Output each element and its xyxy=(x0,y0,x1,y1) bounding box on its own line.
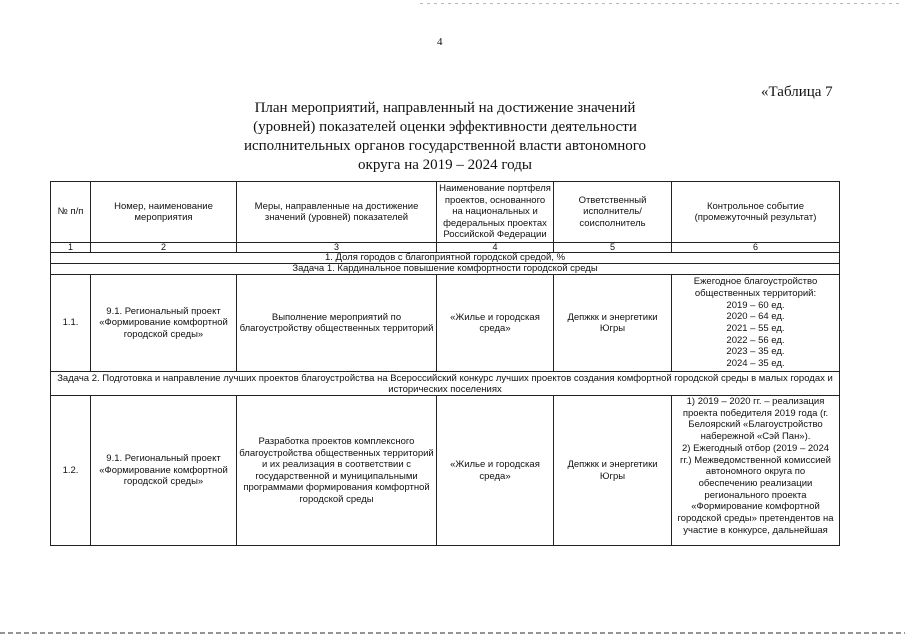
control-event-line: 2024 – 35 ед. xyxy=(726,358,785,370)
control-event-line: 2022 – 56 ед. xyxy=(726,334,785,346)
control-event xyxy=(672,396,840,546)
title-line: округа на 2019 – 2024 годы xyxy=(358,157,532,173)
column-number: 1 xyxy=(51,243,91,253)
task-heading: Задача 2. Подготовка и направление лучших проектов благоустройства на Всероссийский конкурс лучших проектов создания комфортной городской среды в малых городах и исторических поселениях xyxy=(51,372,840,396)
control-event-line: 2020 – 64 ед. xyxy=(726,311,785,323)
row-number: 1.1. xyxy=(51,275,91,372)
task-row xyxy=(51,264,840,275)
control-event-line: 2023 – 35 ед. xyxy=(726,346,785,358)
page-number: 4 xyxy=(437,36,443,48)
header-cell-name: Номер, наименование мероприятия xyxy=(91,182,237,243)
event-responsible: Депжкк и энергетики Югры xyxy=(554,396,672,546)
header-cell-number: № п/п xyxy=(51,182,91,243)
plan-table xyxy=(50,181,840,546)
control-event-line: обеспечению реализации xyxy=(698,477,813,489)
column-number: 3 xyxy=(237,243,437,253)
title-line: исполнительных органов государственной власти автономного xyxy=(243,138,647,154)
document-title xyxy=(220,99,670,175)
control-event-line: «Формирование комфортной xyxy=(691,501,820,513)
control-event-line: общественных территорий: xyxy=(694,287,817,299)
table-row xyxy=(51,275,840,372)
title-line: План мероприятий, направленный на достижение значений xyxy=(254,100,636,116)
section-heading: 1. Доля городов с благоприятной городской средой, % xyxy=(51,253,840,264)
event-portfolio: «Жилье и городская среда» xyxy=(437,396,554,546)
control-event-line: участие в конкурсе, дальнейшая xyxy=(683,524,828,536)
control-event-line: автономного округа по xyxy=(705,466,806,478)
task-row xyxy=(51,372,840,396)
control-event-line: 2021 – 55 ед. xyxy=(726,323,785,334)
control-event-line: Ежегодное благоустройство xyxy=(693,276,818,288)
column-number: 5 xyxy=(554,243,672,253)
control-event-line: проекта победителя 2019 года (г. xyxy=(682,407,829,419)
title-line: (уровней) показателей оценки эффективности деятельности xyxy=(253,119,637,135)
event-name: 9.1. Региональный проект «Формирование комфортной городской среды» xyxy=(91,275,237,372)
scan-edge-top xyxy=(420,3,900,4)
table-label: «Таблица 7 xyxy=(761,84,833,100)
column-number: 6 xyxy=(672,243,840,253)
event-portfolio: «Жилье и городская среда» xyxy=(437,275,554,372)
control-event xyxy=(672,275,840,372)
control-event-line: Белоярский «Благоустройство xyxy=(688,419,823,431)
header-cell-measures: Меры, направленные на достижение значений (уровней) показателей xyxy=(237,182,437,243)
control-event-line: гг.) Межведомственной комиссией xyxy=(680,454,831,466)
header-cell-portfolio: Наименование портфеля проектов, основанного на национальных и федеральных проектах Российской Федерации xyxy=(437,182,554,243)
control-event-line: регионального проекта xyxy=(704,489,807,501)
section-row xyxy=(51,253,840,264)
control-event-line: 2) Ежегодный отбор (2019 – 2024 xyxy=(681,442,830,454)
control-event-line: 2019 – 60 ед. xyxy=(726,299,785,311)
event-responsible: Депжкк и энергетики Югры xyxy=(554,275,672,372)
column-number: 4 xyxy=(437,243,554,253)
column-number: 2 xyxy=(91,243,237,253)
row-number: 1.2. xyxy=(51,396,91,546)
event-measures: Выполнение мероприятий по благоустройству общественных территорий xyxy=(237,275,437,372)
control-event-line: 1) 2019 – 2020 гг. – реализация xyxy=(686,396,825,407)
header-cell-event: Контрольное событие (промежуточный результат) xyxy=(672,182,840,243)
table-row xyxy=(51,396,840,546)
control-event-line: городской среды» претендентов на xyxy=(677,513,834,525)
event-measures: Разработка проектов комплексного благоустройства общественных территорий и их реализация в соответствии с государственной и муниципальными программами формирования комфортной городской среды xyxy=(237,396,437,546)
control-event-line: набережной «Сэй Пан»). xyxy=(700,431,811,443)
event-name: 9.1. Региональный проект «Формирование комфортной городской среды» xyxy=(91,396,237,546)
task-heading: Задача 1. Кардинальное повышение комфортности городской среды xyxy=(51,264,840,275)
table-header-row xyxy=(51,182,840,243)
column-number-row xyxy=(51,243,840,253)
header-cell-responsible: Ответственный исполнитель/соисполнитель xyxy=(554,182,672,243)
scan-edge-bottom xyxy=(0,632,905,634)
